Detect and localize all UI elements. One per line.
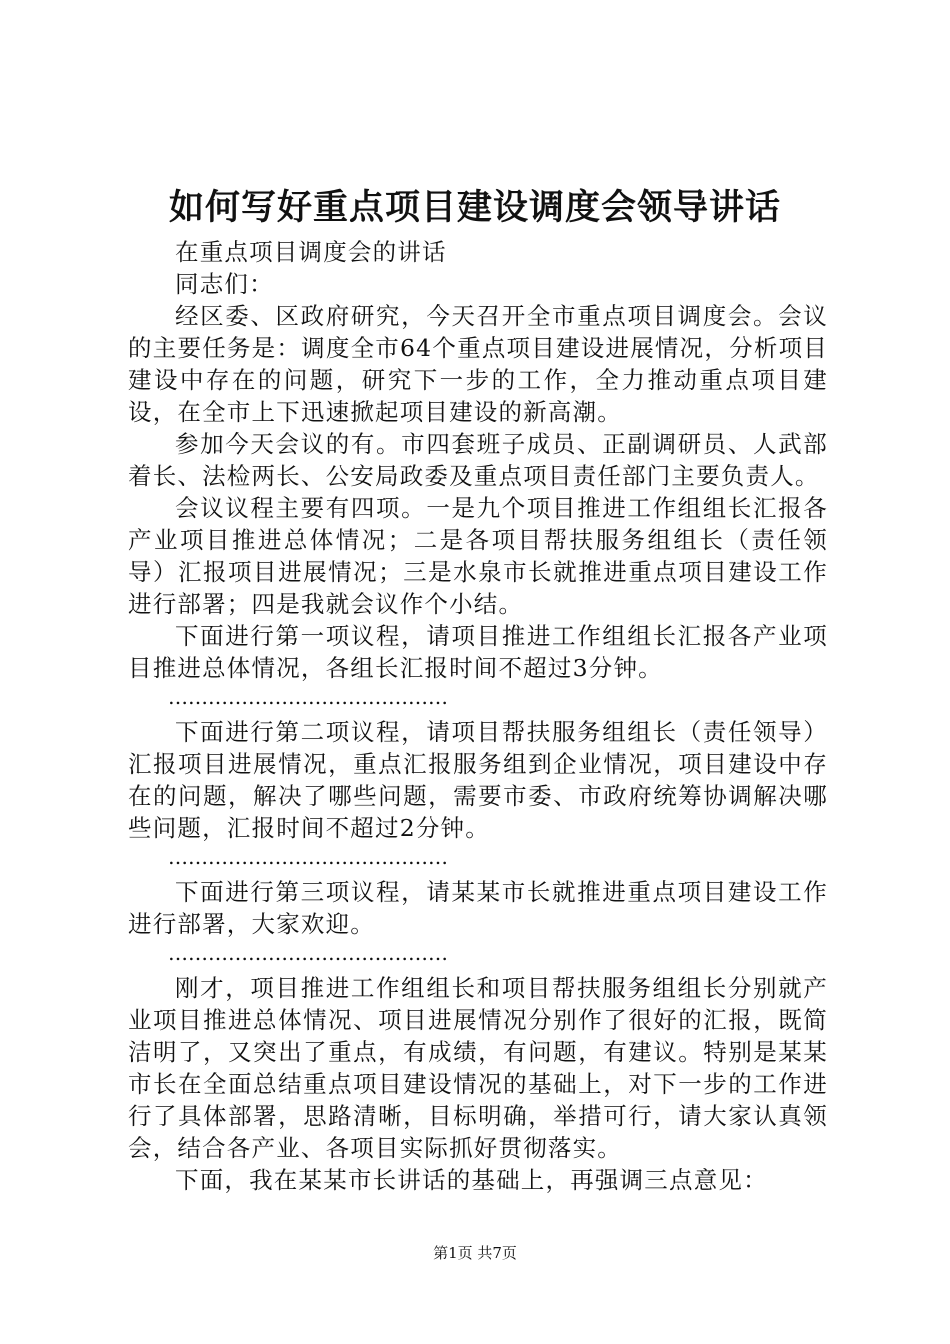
body-paragraph: 刚才，项目推进工作组组长和项目帮扶服务组组长分别就产业项目推进总体情况、项目进展情况分别作了很好的汇报，既简洁明了，又突出了重点，有成绩，有问题，有建议。特别是某某市长在全面总结重点项目建设情况的基础上，对下一步的工作进行了具体部署，思路清晰，目标明确，举措可行，请大家认真领会，结合各产业、各项目实际抓好贯彻落实。 [128, 974, 828, 1162]
body-paragraph: 下面，我在某某市长讲话的基础上，再强调三点意见： [175, 1166, 768, 1194]
body-paragraph: 下面进行第一项议程，请项目推进工作组组长汇报各产业项目推进总体情况，各组长汇报时间不超过3分钟。 [128, 622, 828, 682]
body-paragraph: 会议议程主要有四项。一是九个项目推进工作组组长汇报各产业项目推进总体情况；二是各项目帮扶服务组组长（责任领导）汇报项目进展情况；三是水泉市长就推进重点项目建设工作进行部署；四是我就会议作个小结。 [128, 494, 828, 618]
ellipsis-separator: …………………………………… [168, 846, 448, 868]
ellipsis-separator: …………………………………… [168, 686, 448, 708]
document-title: 如何写好重点项目建设调度会领导讲话 [168, 187, 781, 228]
body-paragraph: 下面进行第三项议程，请某某市长就推进重点项目建设工作进行部署，大家欢迎。 [128, 878, 828, 938]
salutation-paragraph: 同志们： [175, 270, 274, 298]
body-paragraph: 经区委、区政府研究，今天召开全市重点项目调度会。会议的主要任务是：调度全市64个重点项目建设进展情况，分析项目建设中存在的问题，研究下一步的工作，全力推动重点项目建设，在全市上下迅速掀起项目建设的新高潮。 [128, 302, 828, 426]
body-paragraph: 下面进行第二项议程，请项目帮扶服务组组长（责任领导）汇报项目进展情况，重点汇报服务组到企业情况，项目建设中存在的问题，解决了哪些问题，需要市委、市政府统筹协调解决哪些问题，汇报时间不超过2分钟。 [128, 718, 828, 842]
body-paragraph: 参加今天会议的有。市四套班子成员、正副调研员、人武部着长、法检两长、公安局政委及重点项目责任部门主要负责人。 [128, 430, 828, 490]
page-number-footer: 第1页 共7页 [433, 1244, 517, 1262]
document-body [128, 236, 828, 1196]
subtitle-paragraph: 在重点项目调度会的讲话 [175, 238, 447, 266]
ellipsis-separator: …………………………………… [168, 942, 448, 964]
